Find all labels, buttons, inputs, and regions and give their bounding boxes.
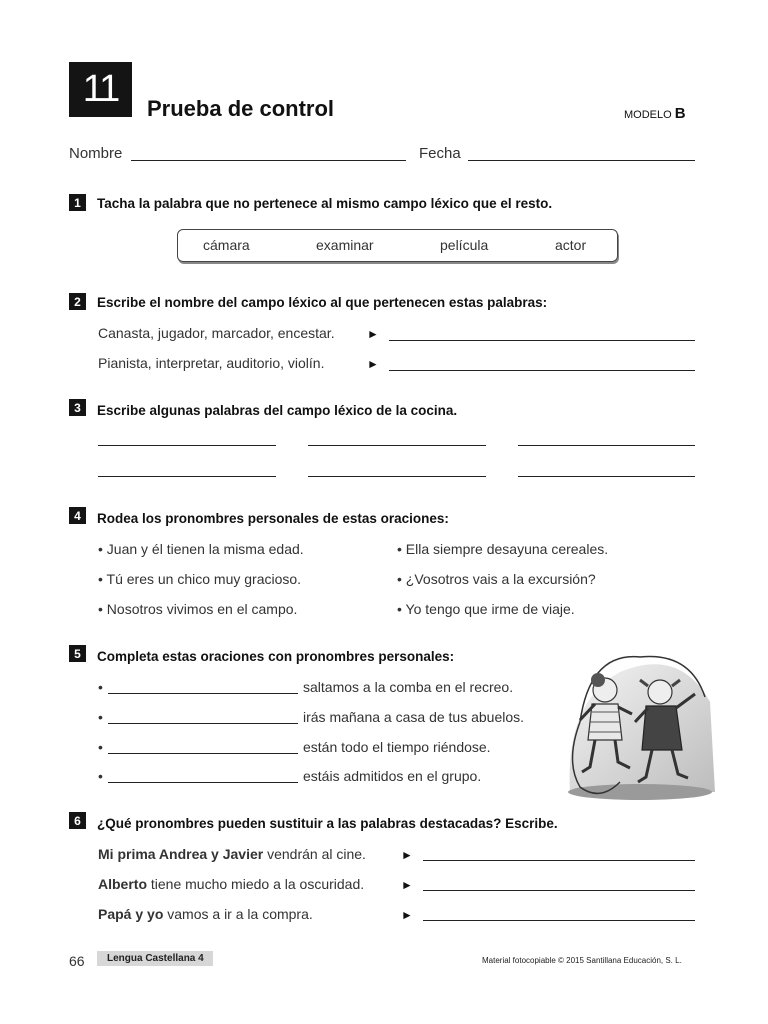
arrow-icon: ► [401,908,413,922]
answer-line[interactable] [423,890,695,891]
children-jumping-rope-illustration [560,642,720,812]
q4-sentence[interactable]: • ¿Vosotros vais a la excursión? [397,571,596,587]
word-option[interactable]: cámara [203,237,250,253]
question-5-instruction: Completa estas oraciones con pronombres personales: [97,649,455,664]
page-number: 66 [69,953,85,969]
question-6-number: 6 [69,812,86,829]
q5-item: saltamos a la comba en el recreo. [303,679,514,695]
answer-line[interactable] [98,445,276,446]
nombre-field[interactable] [131,160,406,161]
q5-item: estáis admitidos en el grupo. [303,768,482,784]
q4-sentence[interactable]: • Nosotros vivimos en el campo. [98,601,298,617]
q6-item [98,876,364,892]
question-1-number: 1 [69,194,86,211]
bullet: • [98,679,103,695]
sentence-rest: vamos a ir a la compra. [163,906,313,922]
question-3-number: 3 [69,399,86,416]
q4-sentence[interactable]: • Juan y él tienen la misma edad. [98,541,304,557]
sentence-rest: tiene mucho miedo a la oscuridad. [147,876,365,892]
arrow-icon: ► [401,848,413,862]
bullet: • [98,739,103,755]
answer-line[interactable] [108,723,298,724]
answer-line[interactable] [308,445,486,446]
arrow-icon: ► [367,357,379,371]
bullet: • [98,709,103,725]
answer-line[interactable] [108,782,298,783]
highlighted-words: Mi prima Andrea y Javier [98,846,264,862]
question-1-instruction: Tacha la palabra que no pertenece al mismo campo léxico que el resto. [97,196,553,211]
unit-number: 11 [82,68,119,110]
q5-item: están todo el tiempo riéndose. [303,739,491,755]
answer-line[interactable] [108,693,298,694]
q5-item: irás mañana a casa de tus abuelos. [303,709,525,725]
copyright-notice: Material fotocopiable © 2015 Santillana Educación, S. L. [482,956,682,965]
modelo-label [624,105,686,122]
q4-sentence[interactable]: • Yo tengo que irme de viaje. [397,601,575,617]
highlighted-words: Papá y yo [98,906,164,922]
question-2-instruction: Escribe el nombre del campo léxico al que pertenecen estas palabras: [97,295,548,310]
question-5-number: 5 [69,645,86,662]
answer-line[interactable] [98,476,276,477]
word-option[interactable]: película [440,237,489,253]
bullet: • [98,768,103,784]
question-4-number: 4 [69,507,86,524]
q4-sentence[interactable]: • Tú eres un chico muy gracioso. [98,571,302,587]
answer-line[interactable] [518,476,695,477]
answer-line[interactable] [423,920,695,921]
unit-number-box [69,62,132,117]
q2-item: Canasta, jugador, marcador, encestar. [98,325,335,341]
fecha-field[interactable] [468,160,695,161]
answer-line[interactable] [518,445,695,446]
question-3-instruction: Escribe algunas palabras del campo léxico de la cocina. [97,403,458,418]
arrow-icon: ► [367,327,379,341]
answer-line[interactable] [423,860,695,861]
answer-line[interactable] [308,476,486,477]
question-2-number: 2 [69,293,86,310]
sentence-rest: vendrán al cine. [263,846,366,862]
book-tag: Lengua Castellana 4 [97,951,213,966]
answer-line[interactable] [389,340,695,341]
q4-sentence[interactable]: • Ella siempre desayuna cereales. [397,541,609,557]
modelo-value: B [674,105,686,122]
highlighted-words: Alberto [98,876,147,892]
word-option[interactable]: examinar [316,237,374,253]
answer-line[interactable] [389,370,695,371]
arrow-icon: ► [401,878,413,892]
q6-item [98,846,366,862]
nombre-label: Nombre [69,145,123,162]
q2-item: Pianista, interpretar, auditorio, violín. [98,355,325,371]
fecha-label: Fecha [419,145,461,162]
page-title: Prueba de control [147,96,335,121]
q6-item [98,906,313,922]
question-6-instruction: ¿Qué pronombres pueden sustituir a las palabras destacadas? Escribe. [97,816,558,831]
answer-line[interactable] [108,753,298,754]
word-option[interactable]: actor [555,237,587,253]
modelo-text: MODELO [624,109,672,121]
question-4-instruction: Rodea los pronombres personales de estas oraciones: [97,511,449,526]
